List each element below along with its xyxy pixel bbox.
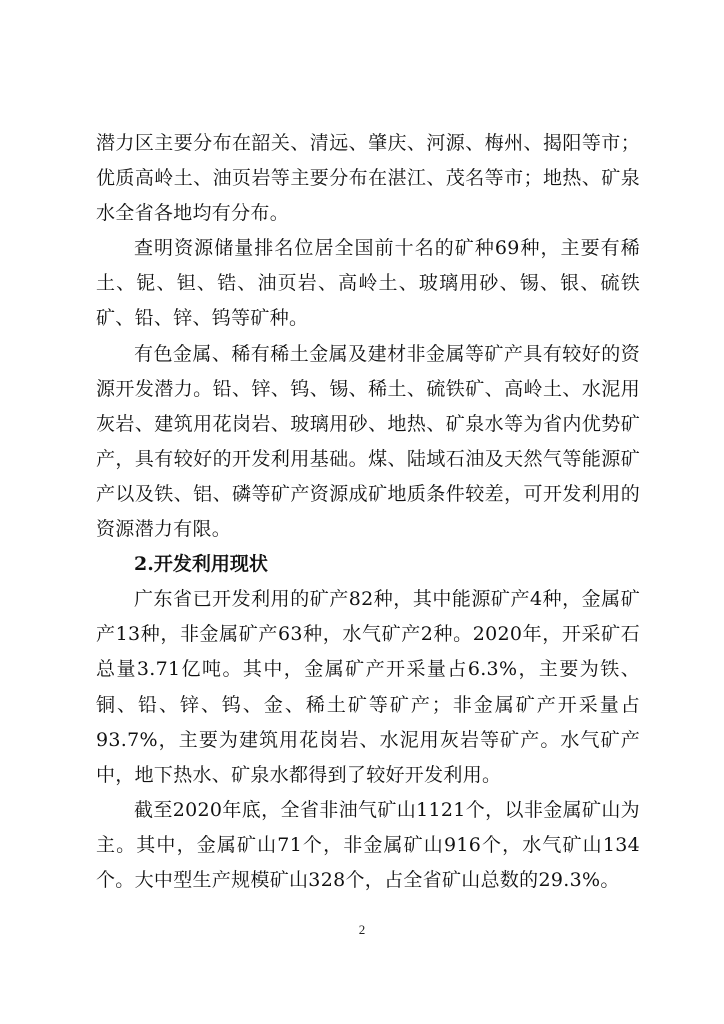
- paragraph-top-ranked-minerals: 查明资源储量排名位居全国前十名的矿种69种，主要有稀土、铌、钽、锆、油页岩、高岭土、玻璃用砂、锡、银、硫铁矿、铅、锌、钨等矿种。: [96, 237, 640, 330]
- paragraph-development-potential: 有色金属、稀有稀土金属及建材非金属等矿产具有较好的资源开发潜力。铅、锌、钨、锡、稀土、硫铁矿、高岭土、水泥用灰岩、建筑用花岗岩、玻璃用砂、地热、矿泉水等为省内优势矿产，具有较好的开发利用基础。煤、陆域石油及天然气等能源矿产以及铁、铝、磷等矿产资源成矿地质条件较差，可开发利用的资源潜力有限。: [96, 342, 640, 541]
- paragraph-mine-counts: 截至2020年底，全省非油气矿山1121个，以非金属矿山为主。其中，金属矿山71个，非金属矿山916个，水气矿山134个。大中型生产规模矿山328个，占全省矿山总数的29.3%。: [96, 798, 640, 891]
- page-number: 2: [358, 922, 366, 937]
- page-content: [96, 126, 640, 898]
- paragraph-utilization-status: 广东省已开发利用的矿产82种，其中能源矿产4种，金属矿产13种，非金属矿产63种，水气矿产2种。2020年，开采矿石总量3.71亿吨。其中，金属矿产开采量占6.3%，主要为铁、铜、铅、锌、钨、金、稀土矿等矿产；非金属矿产开采量占93.7%，主要为建筑用花岗岩、水泥用灰岩等矿产。水气矿产中，地下热水、矿泉水都得到了较好开发利用。: [96, 588, 640, 786]
- section-heading: 2.开发利用现状: [134, 553, 268, 576]
- paragraph-continued: 潜力区主要分布在韶关、清远、肇庆、河源、梅州、揭阳等市；优质高岭土、油页岩等主要分布在湛江、茂名等市；地热、矿泉水全省各地均有分布。: [96, 132, 640, 225]
